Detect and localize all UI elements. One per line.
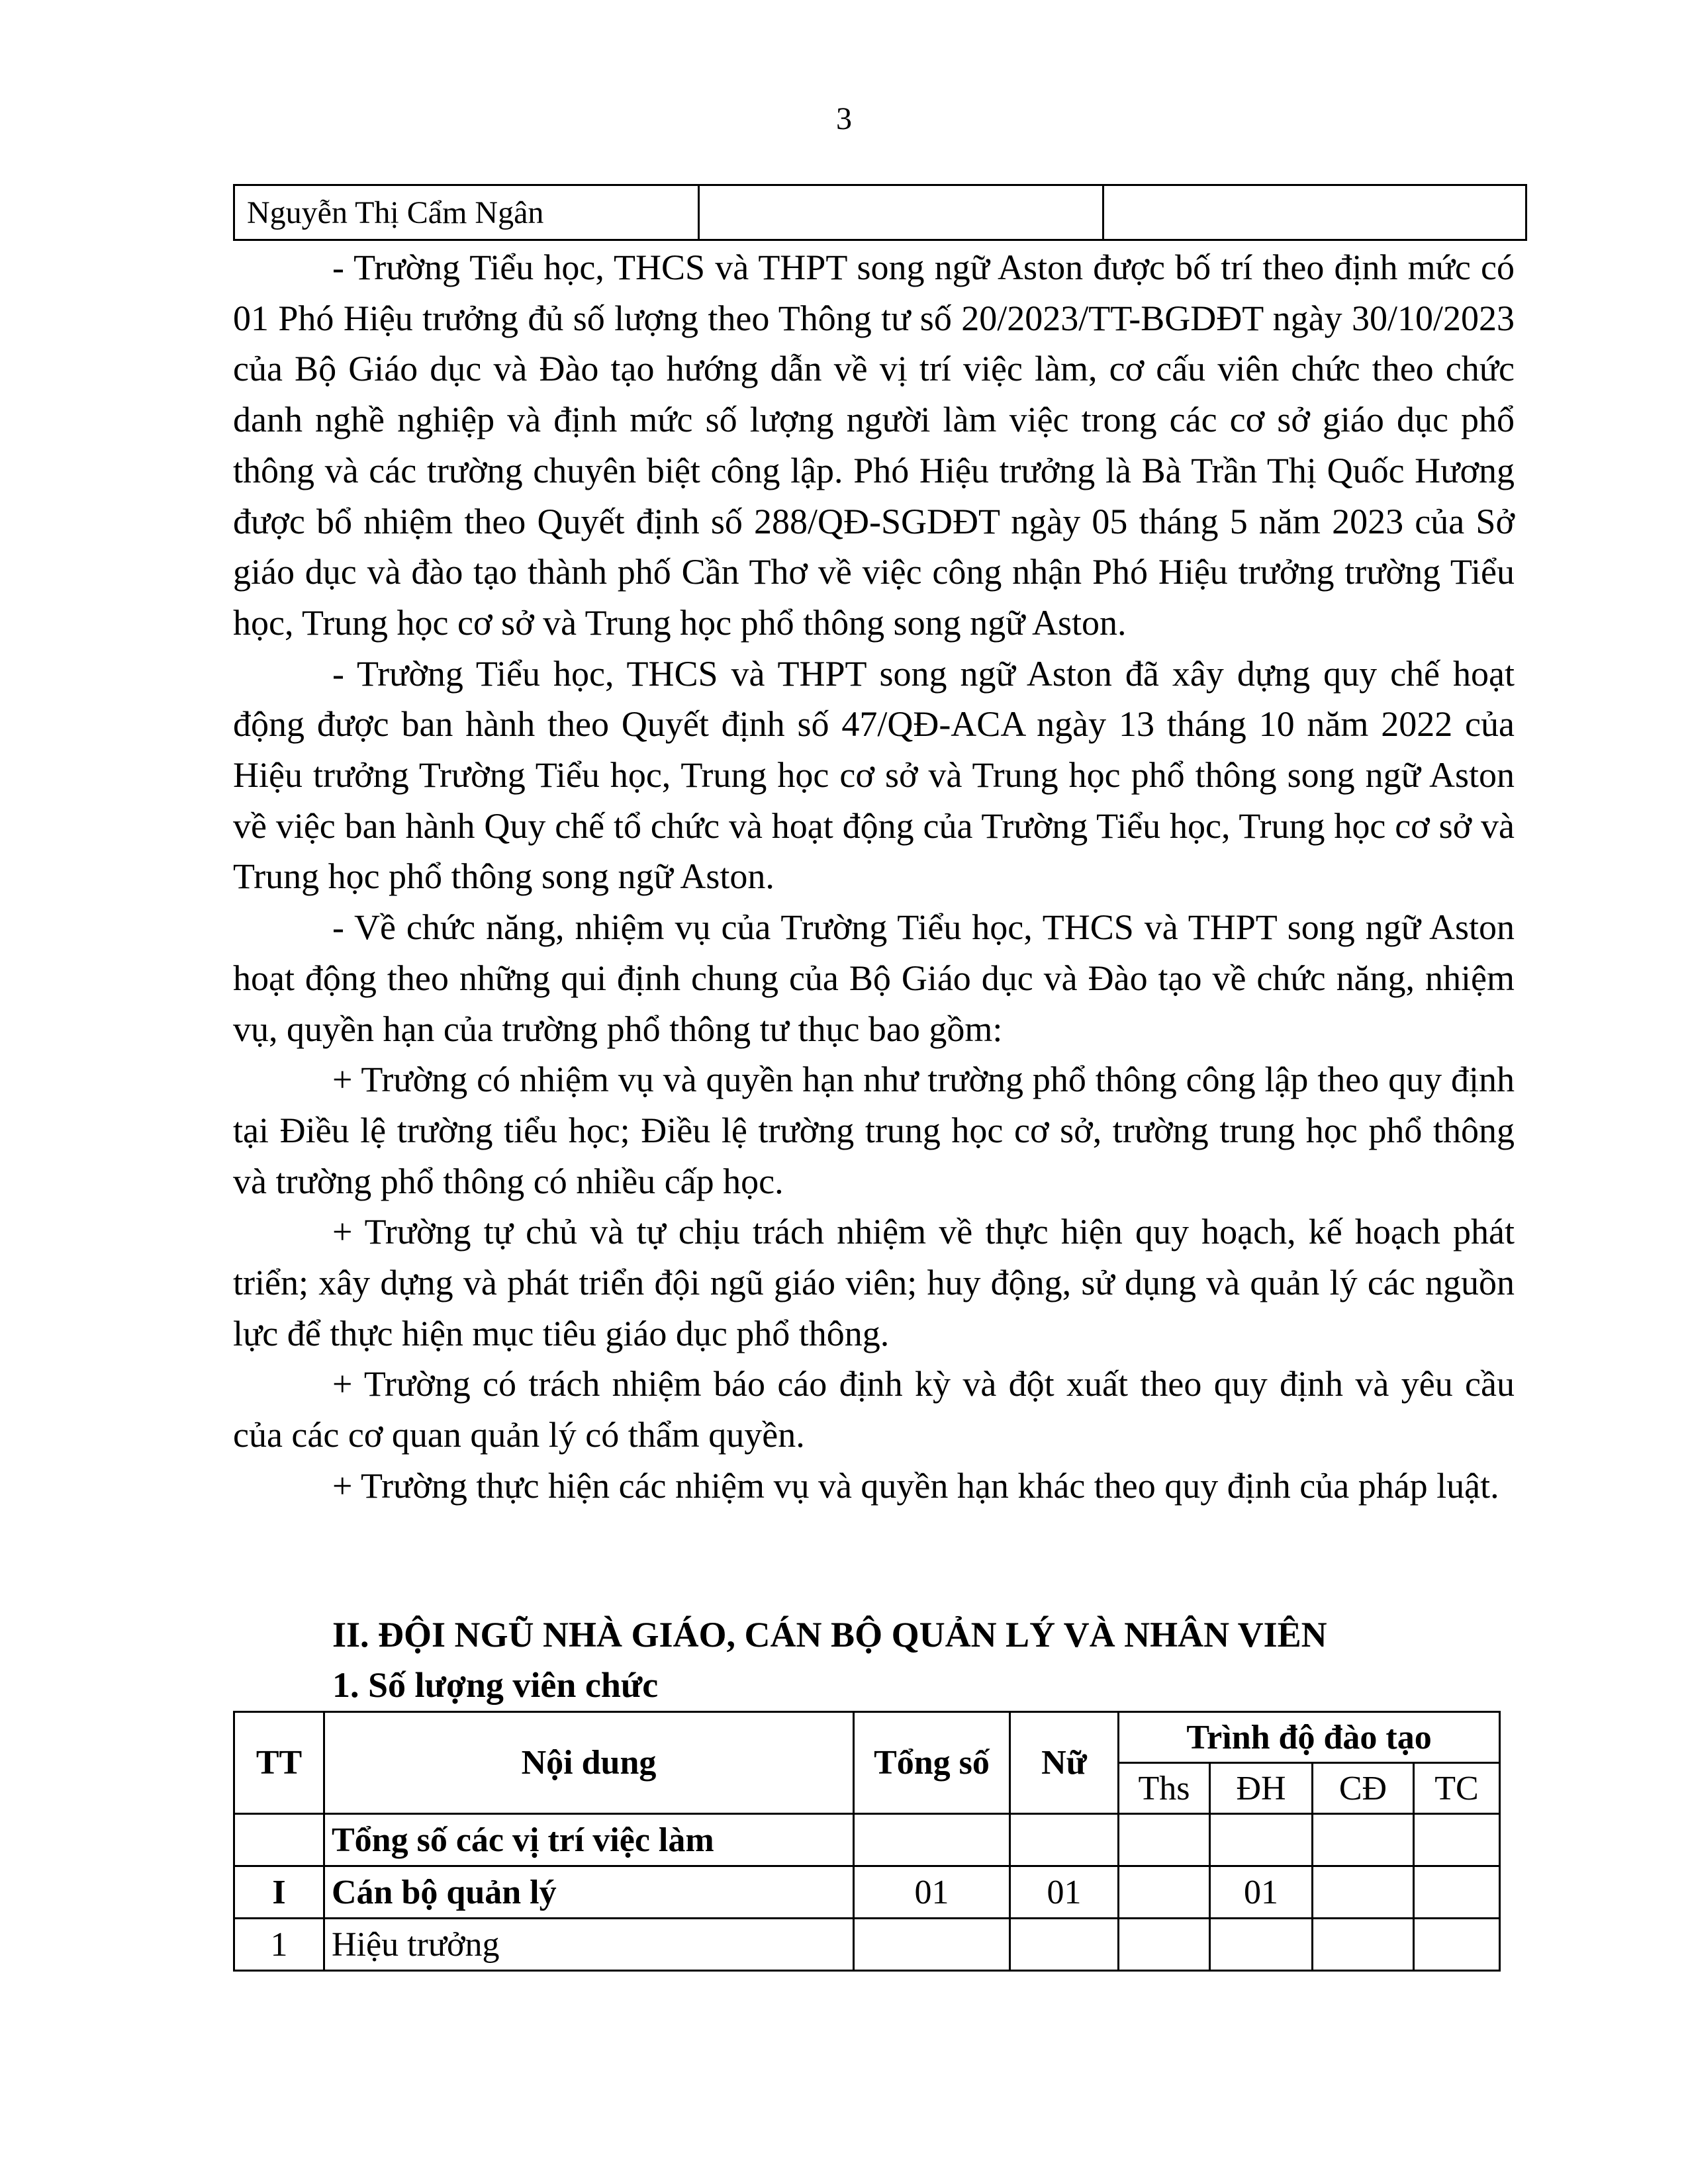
paragraph-duty-1: + Trường có nhiệm vụ và quyền hạn như trường phổ thông công lập theo quy định tại Điều lệ trường tiểu học; Điều lệ trường trung học cơ sở, trường trung học phổ thông và trường phổ thông có nhiều cấp học. <box>233 1060 1515 1201</box>
paragraph-duty-4: + Trường thực hiện các nhiệm vụ và quyền hạn khác theo quy định của pháp luật. <box>332 1465 1499 1506</box>
cell-tt <box>234 1814 324 1866</box>
cell-ths <box>1119 1919 1210 1971</box>
cell-tc <box>1414 1814 1500 1866</box>
paragraph-duty-2: + Trường tự chủ và tự chịu trách nhiệm về thực hiện quy hoạch, kế hoạch phát triển; xây dựng và phát triển đội ngũ giáo viên; huy động, sử dụng và quản lý các nguồn lực để thực hiện mục tiêu giáo dục phổ thông. <box>233 1212 1515 1353</box>
subheader-dh: ĐH <box>1210 1763 1313 1814</box>
subsection-heading: 1. Số lượng viên chức <box>332 1665 659 1705</box>
cell-cd <box>1313 1919 1414 1971</box>
paragraph-vice-principal: - Trường Tiểu học, THCS và THPT song ngữ Aston được bố trí theo định mức có 01 Phó Hiệu trưởng đủ số lượng theo Thông tư số 20/2023/TT-BGDĐT ngày 30/10/2023 của Bộ Giáo dục và Đào tạo hướng dẫn về vị trí việc làm, cơ cấu viên chức theo chức danh nghề nghiệp và định mức số lượng người làm việc trong các cơ sở giáo dục phổ thông và các trường chuyên biệt công lập. Phó Hiệu trưởng là Bà Trần Thị Quốc Hương được bổ nhiệm theo Quyết định số 288/QĐ-SGDĐT ngày 05 tháng 5 năm 2023 của Sở giáo dục và đào tạo thành phố Cần Thơ về việc công nhận Phó Hiệu trưởng trường Tiểu học, Trung học cơ sở và Trung học phổ thông song ngữ Aston. <box>233 248 1515 643</box>
header-tt: TT <box>234 1712 324 1814</box>
cell-female <box>1010 1919 1119 1971</box>
continued-staff-table <box>233 184 1527 241</box>
cell-tc <box>1414 1919 1500 1971</box>
cell-total: 01 <box>854 1866 1010 1919</box>
cell-tc <box>1414 1866 1500 1919</box>
cell-ths <box>1119 1814 1210 1866</box>
staff-count-table <box>233 1711 1501 1972</box>
paragraph-functions: - Về chức năng, nhiệm vụ của Trường Tiểu học, THCS và THPT song ngữ Aston hoạt động theo những qui định chung của Bộ Giáo dục và Đào tạo về chức năng, nhiệm vụ, quyền hạn của trường phổ thông tư thục bao gồm: <box>233 907 1515 1049</box>
page-number: 3 <box>836 101 852 136</box>
staff-name-cell: Nguyễn Thị Cẩm Ngân <box>234 185 699 240</box>
subheader-tc: TC <box>1414 1763 1500 1814</box>
paragraph-duty-3: + Trường có trách nhiệm báo cáo định kỳ và đột xuất theo quy định và yêu cầu của các cơ quan quản lý có thẩm quyền. <box>233 1364 1515 1455</box>
subheader-ths: Ths <box>1119 1763 1210 1814</box>
table-cell <box>1103 185 1526 240</box>
header-total: Tổng số <box>854 1712 1010 1814</box>
cell-content: Tổng số các vị trí việc làm <box>324 1814 854 1866</box>
header-content: Nội dung <box>324 1712 854 1814</box>
cell-cd <box>1313 1866 1414 1919</box>
cell-tt: 1 <box>234 1919 324 1971</box>
table-row <box>234 1814 1500 1866</box>
cell-total <box>854 1919 1010 1971</box>
cell-dh <box>1210 1919 1313 1971</box>
document-body <box>233 242 1515 1512</box>
table-row <box>234 185 1526 240</box>
table-header-row <box>234 1712 1500 1763</box>
cell-female <box>1010 1814 1119 1866</box>
cell-ths <box>1119 1866 1210 1919</box>
cell-total <box>854 1814 1010 1866</box>
table-row <box>234 1866 1500 1919</box>
cell-content: Hiệu trưởng <box>324 1919 854 1971</box>
subheader-cd: CĐ <box>1313 1763 1414 1814</box>
header-training-level: Trình độ đào tạo <box>1119 1712 1500 1763</box>
table-row <box>234 1919 1500 1971</box>
cell-tt: I <box>234 1866 324 1919</box>
cell-dh: 01 <box>1210 1866 1313 1919</box>
cell-cd <box>1313 1814 1414 1866</box>
cell-female: 01 <box>1010 1866 1119 1919</box>
cell-dh <box>1210 1814 1313 1866</box>
paragraph-regulation: - Trường Tiểu học, THCS và THPT song ngữ Aston đã xây dựng quy chế hoạt động được ban hành theo Quyết định số 47/QĐ-ACA ngày 13 tháng 10 năm 2022 của Hiệu trưởng Trường Tiểu học, Trung học cơ sở và Trung học phổ thông song ngữ Aston về việc ban hành Quy chế tổ chức và hoạt động của Trường Tiểu học, Trung học cơ sở và Trung học phổ thông song ngữ Aston. <box>233 653 1515 897</box>
header-female: Nữ <box>1010 1712 1119 1814</box>
section-heading: II. ĐỘI NGŨ NHÀ GIÁO, CÁN BỘ QUẢN LÝ VÀ NHÂN VIÊN <box>332 1615 1327 1655</box>
table-cell <box>699 185 1103 240</box>
cell-content: Cán bộ quản lý <box>324 1866 854 1919</box>
